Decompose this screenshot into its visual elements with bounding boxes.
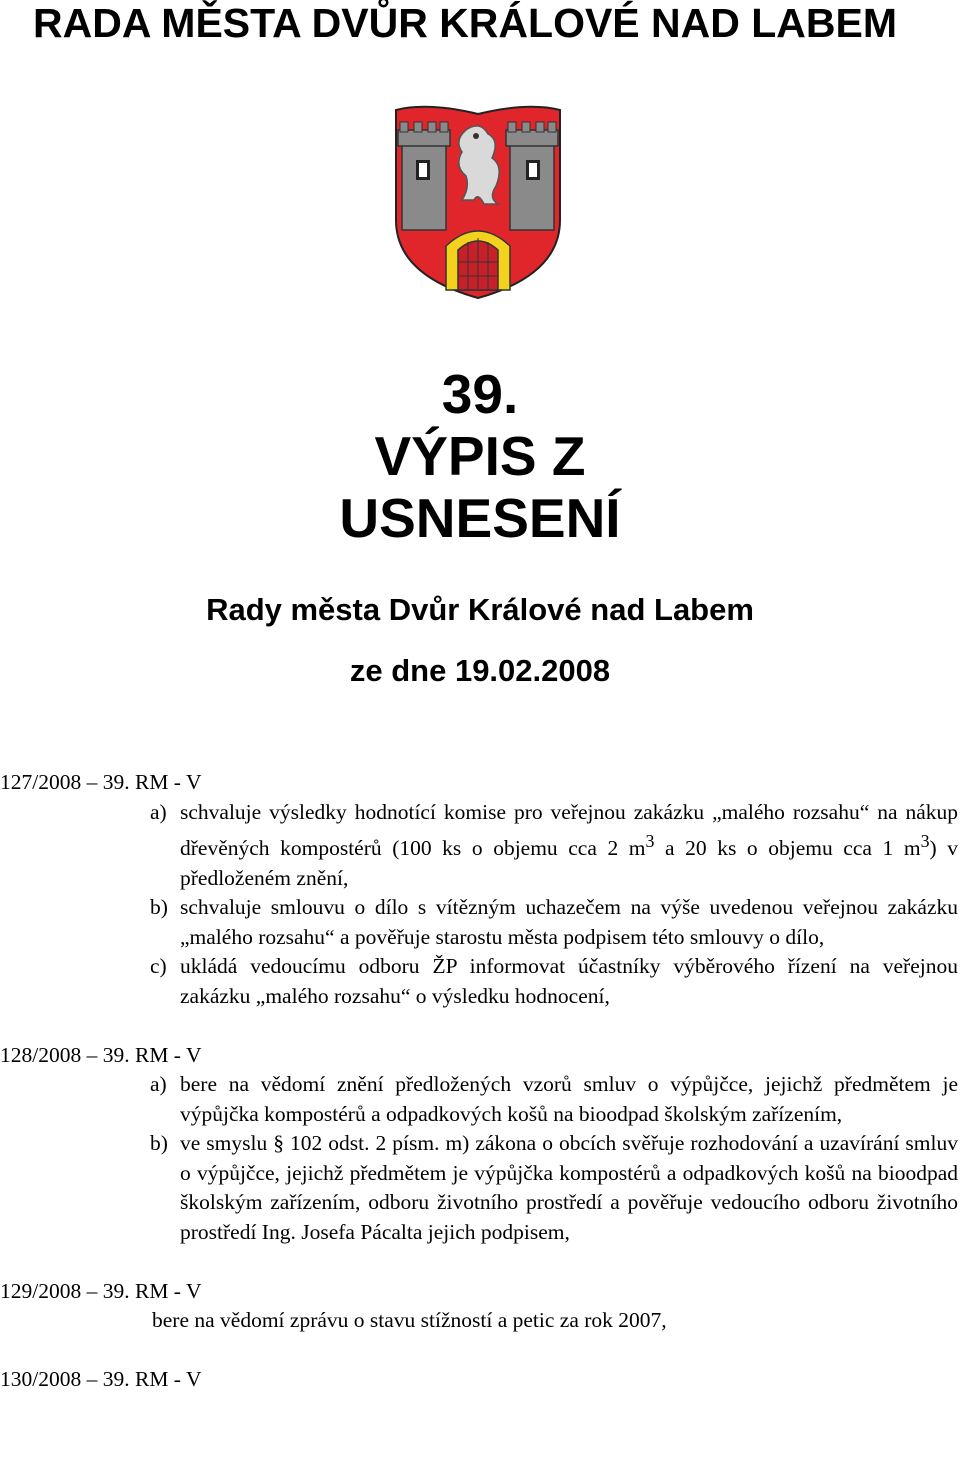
resolution-number: 128/2008 – 39. RM - V [0, 1042, 202, 1067]
resolution-129 [0, 1277, 958, 1336]
resolution-text: bere na vědomí zprávu o stavu stížností a petic za rok 2007, [152, 1308, 667, 1333]
document-title-line2: USNESENÍ [339, 487, 621, 549]
document-date: ze dne 19.02.2008 [349, 653, 611, 688]
item-label: c) [150, 954, 167, 979]
item-text: ukládá vedoucímu odboru ŽP informovat účastníky výběrového řízení na veřejnou zakázku „malého rozsahu“ o výsledku hodnocení, [180, 954, 958, 1008]
item-text: schvaluje výsledky hodnotící komise pro veřejnou zakázku „malého rozsahu“ na nákup dřevěných kompostérů (100 ks o objemu cca 2 m [180, 799, 958, 861]
resolution-item [150, 893, 958, 952]
item-text: a 20 ks o objemu cca 1 m [654, 836, 921, 861]
crest-right-tower [506, 122, 558, 230]
item-text: ) v předloženém znění, [180, 836, 958, 890]
resolution-item [150, 1129, 958, 1247]
item-text: schvaluje smlouvu o dílo s vítězným uchazečem na výše uvedenou veřejnou zakázku „malého rozsahu“ a pověřuje starostu města podpisem této smlouvy o dílo, [180, 895, 958, 949]
resolution-number: 127/2008 – 39. RM - V [0, 770, 202, 794]
town-crest-logo [388, 100, 568, 300]
resolution-item [150, 1070, 958, 1129]
superscript-cubed: 3 [645, 831, 655, 851]
resolution-item [150, 798, 958, 894]
resolution-127 [0, 768, 958, 1011]
item-text: bere na vědomí znění předložených vzorů smluv o výpůjčce, jejichž předmětem je výpůjčka kompostérů a odpadkových košů na bioodpad školským zařízením, [180, 1072, 958, 1126]
council-name-heading: RADA MĚSTA DVŮR KRÁLOVÉ NAD LABEM [33, 0, 898, 46]
item-label: a) [150, 1072, 167, 1097]
item-label: a) [150, 799, 167, 824]
resolutions-list [0, 768, 958, 1395]
resolution-130 [0, 1365, 958, 1395]
document-title-line1: VÝPIS Z [374, 425, 586, 487]
item-label: b) [150, 1131, 168, 1156]
resolution-128 [0, 1041, 958, 1248]
resolution-number: 129/2008 – 39. RM - V [0, 1278, 202, 1303]
resolution-session-number: 39. [441, 363, 519, 425]
item-label: b) [150, 895, 168, 920]
resolution-item [150, 952, 958, 1011]
document-subtitle: Rady města Dvůr Králové nad Labem [206, 592, 754, 627]
crest-gate [446, 231, 510, 290]
item-text: ve smyslu § 102 odst. 2 písm. m) zákona o obcích svěřuje rozhodování a uzavírání smluv o výpůjčce, jejichž předmětem je výpůjčka kompostérů a odpadkových košů na bioodpad školským zařízením, odboru životního prostředí a pověřuje vedoucího odboru životního prostředí Ing. Josefa Pácalta jejich podpisem, [180, 1131, 958, 1244]
resolution-number: 130/2008 – 39. RM - V [0, 1367, 202, 1392]
crest-left-tower [398, 122, 450, 230]
superscript-cubed: 3 [920, 831, 930, 851]
